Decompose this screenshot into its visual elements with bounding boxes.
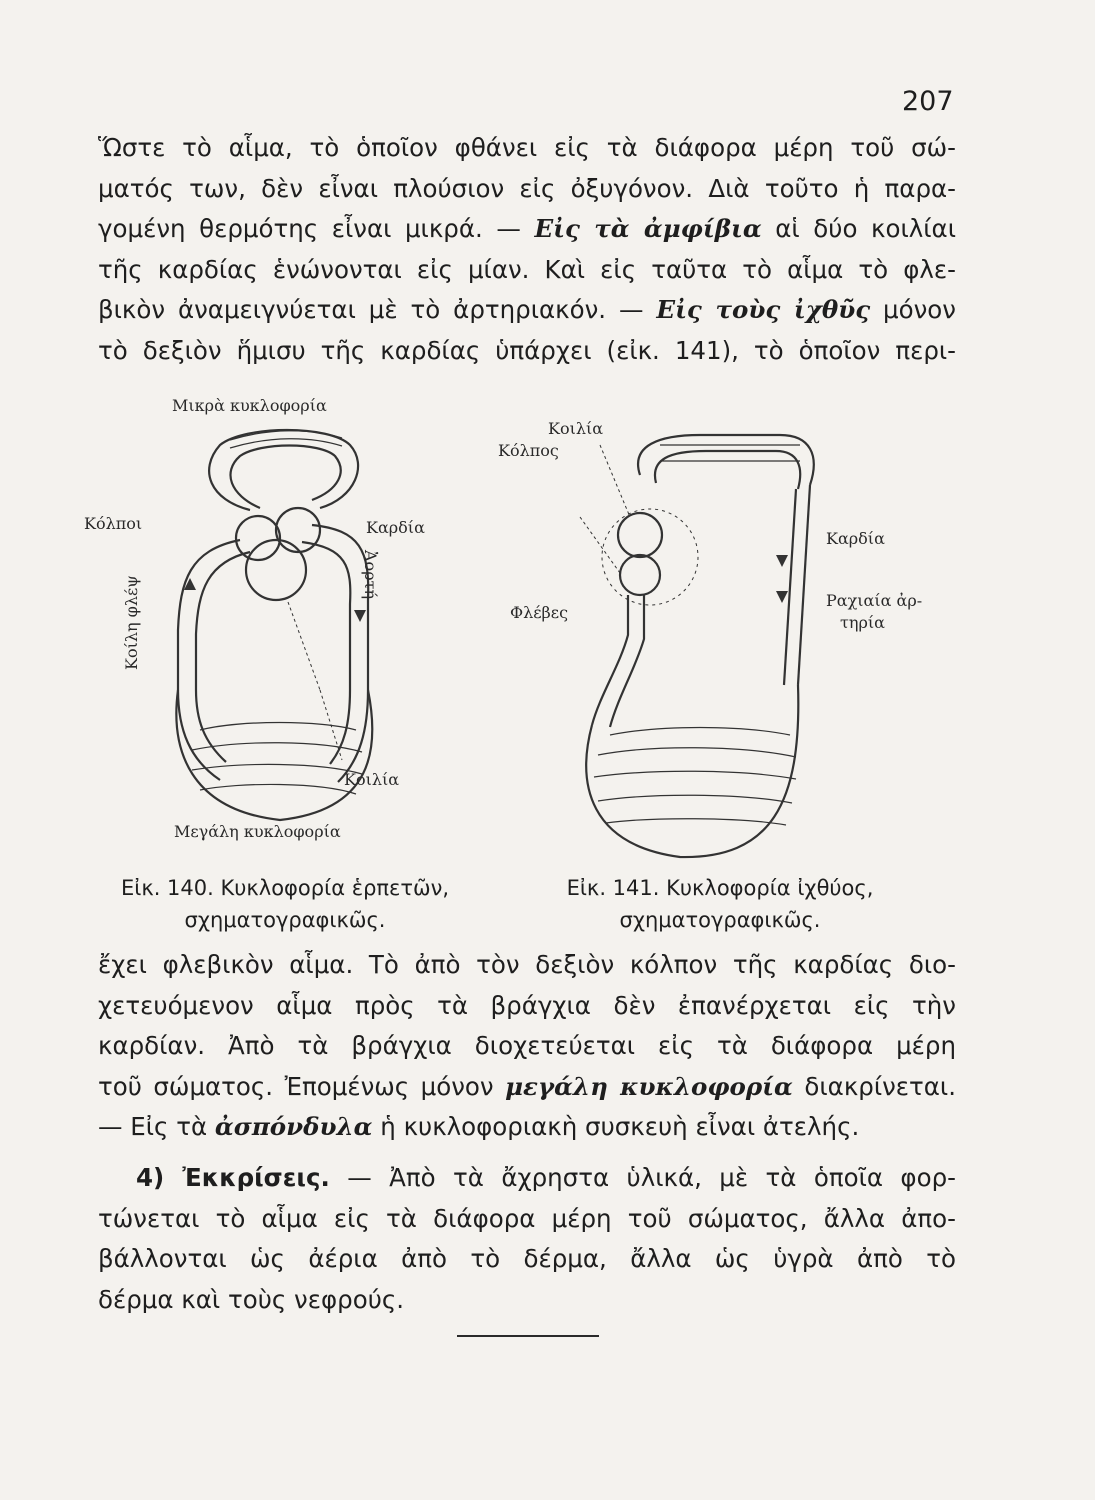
label-heart: Καρδία bbox=[366, 518, 425, 537]
emphasis: Εἰς τοὺς ἰχθῦς bbox=[656, 295, 871, 324]
reptile-circulation-drawing bbox=[80, 390, 500, 850]
label-veins: Φλέβες bbox=[510, 603, 569, 622]
figure-141 bbox=[480, 405, 950, 870]
text-line: ἔχει φλεβικὸν αἷμα. Τὸ ἀπὸ τὸν δεξιὸν κόλπον τῆς καρδίας διο- bbox=[98, 950, 956, 979]
paragraph-1 bbox=[98, 128, 956, 371]
caption-line: Εἰκ. 140. Κυκλοφορία ἑρπετῶν, bbox=[120, 876, 450, 900]
caption-line: Εἰκ. 141. Κυκλοφορία ἰχθύος, bbox=[566, 876, 874, 900]
text-line: τοῦ σώματος. Ἐπομένως μόνον μεγάλη κυκλοφορία διακρίνεται. bbox=[98, 1071, 957, 1101]
label-dorsal-artery: Ραχιαία ἀρ- bbox=[826, 591, 923, 610]
page-number: 207 bbox=[902, 86, 954, 117]
emphasis: ἀσπόνδυλα bbox=[214, 1112, 373, 1141]
label-big-circulation: Μεγάλη κυκλοφορία bbox=[174, 822, 341, 841]
label-atrium: Κόλπος bbox=[498, 441, 559, 460]
label-ventricle: Κοιλία bbox=[344, 770, 400, 789]
label-small-circulation: Μικρὰ κυκλοφορία bbox=[172, 396, 327, 415]
text-line: καρδίαν. Ἀπὸ τὰ βράγχια διοχετεύεται εἰς τὰ διάφορα μέρη bbox=[98, 1031, 956, 1060]
text-line: τῆς καρδίας ἑνώνονται εἰς μίαν. Καὶ εἰς ταῦτα τὸ αἷμα τὸ φλε- bbox=[98, 254, 956, 284]
text-line: γομένη θερμότης εἶναι μικρά. — Εἰς τὰ ἀμφίβια αἱ δύο κοιλίαι bbox=[98, 214, 956, 243]
figure-140 bbox=[80, 390, 500, 850]
label-vena-cava: Κοίλη φλέψ bbox=[122, 575, 141, 670]
caption-line: σχηματογραφικῶς. bbox=[619, 908, 821, 932]
text-line: 4) Ἐκκρίσεις. — Ἀπὸ τὰ ἄχρηστα ὑλικά, μὲ τὰ ὁποῖα φορ- bbox=[136, 1163, 956, 1192]
text-line: — Εἰς τὰ ἀσπόνδυλα ἡ κυκλοφοριακὴ συσκευὴ εἶναι ἀτελής. bbox=[98, 1112, 860, 1141]
paragraph-3 bbox=[98, 1158, 956, 1320]
emphasis: μεγάλη κυκλοφορία bbox=[505, 1071, 793, 1101]
text-line: βάλλονται ὡς ἀέρια ἀπὸ τὸ δέρμα, ἄλλα ὡς ὑγρὰ ἀπὸ τὸ bbox=[98, 1244, 956, 1273]
label-ventricle: Κοιλία bbox=[548, 419, 604, 438]
section-heading: 4) Ἐκκρίσεις. bbox=[136, 1163, 330, 1192]
text-line: βικὸν ἀναμειγνύεται μὲ τὸ ἀρτηριακόν. — Εἰς τοὺς ἰχθῦς μόνον bbox=[98, 295, 956, 324]
text-line: ματός των, δὲν εἶναι πλούσιον εἰς ὀξυγόνον. Διὰ τοῦτο ἡ παρα- bbox=[98, 173, 956, 203]
text-line: τώνεται τὸ αἷμα εἰς τὰ διάφορα μέρη τοῦ σώματος, ἄλλα ἀπο- bbox=[98, 1203, 956, 1233]
text-line: δέρμα καὶ τοὺς νεφρούς. bbox=[98, 1284, 405, 1314]
caption-fig-141 bbox=[540, 872, 900, 936]
footer-rule bbox=[457, 1335, 599, 1337]
text-line: Ὥστε τὸ αἷμα, τὸ ὁποῖον φθάνει εἰς τὰ διάφορα μέρη τοῦ σώ- bbox=[98, 133, 956, 162]
fish-circulation-drawing bbox=[480, 405, 950, 870]
text-line: τὸ δεξιὸν ἥμισυ τῆς καρδίας ὑπάρχει (εἰκ. 141), τὸ ὁποῖον περι- bbox=[98, 335, 956, 365]
label-dorsal-artery-cont: τηρία bbox=[840, 613, 885, 632]
paragraph-2 bbox=[98, 945, 956, 1148]
caption-line: σχηματογραφικῶς. bbox=[184, 908, 386, 932]
label-heart: Καρδία bbox=[826, 529, 885, 548]
label-atria: Κόλποι bbox=[84, 514, 143, 533]
emphasis: Εἰς τὰ ἀμφίβια bbox=[534, 214, 762, 243]
text-line: χετευόμενον αἷμα πρὸς τὰ βράγχια δὲν ἐπανέρχεται εἰς τὴν bbox=[98, 990, 956, 1020]
label-aorta: Ἀορτή bbox=[361, 550, 380, 600]
caption-fig-140 bbox=[100, 872, 470, 936]
